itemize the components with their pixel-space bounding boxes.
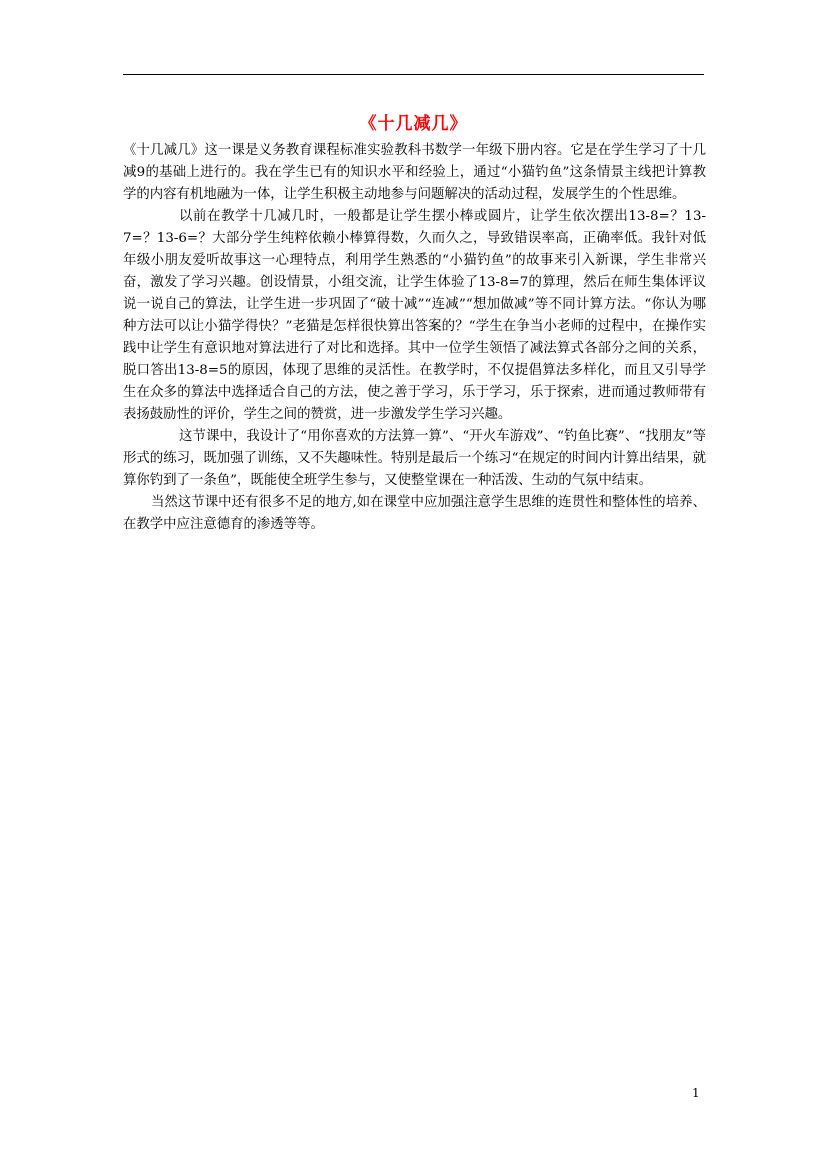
paragraph-teaching-process: 以前在教学十几减几时，一般都是让学生摆小棒或圆片，让学生依次摆出13-8=？13-7=？13-6=？大部分学生纯粹依赖小棒算得数，久而久之，导致错误率高，正确率低。我针对低年级小朋友爱听故事这一心理特点，利用学生熟悉的“小猫钓鱼”的故事来引入新课，学生非常兴奋，激发了学习兴趣。创设情景，小组交流，让学生体验了13-8=7的算理，然后在师生集体评议说一说自己的算法，让学生进一步巩固了“破十减”“连减”“想加做减”等不同计算方法。“你认为哪种方法可以让小猫学得快？”老猫是怎样很快算出答案的？“学生在争当小老师的过程中，在操作实践中让学生有意识地对算法进行了对比和选择。其中一位学生领悟了减法算式各部分之间的关系，脱口答出13-8=5的原因，体现了思维的灵活性。在教学时，不仅提倡算法多样化，而且又引导学生在众多的算法中选择适合自己的方法，使之善于学习，乐于学习，乐于探索，进而通过教师带有表扬鼓励性的评价，学生之间的赞赏，进一步激发学生学习兴趣。 xyxy=(123,209,706,422)
page-number: 1 xyxy=(692,1086,700,1100)
paragraph-practice-design: 这节课中，我设计了“用你喜欢的方法算一算”、“开火车游戏”、“钓鱼比赛”、“找朋友”等形式的练习，既加强了训练，又不失趣味性。特别是最后一个练习“在规定的时间内计算出结果，就算你钓到了一条鱼”，既能使全班学生参与，又使整堂课在一种活泼、生动的气氛中结束。 xyxy=(123,429,706,488)
paragraph-intro: 《十几减几》这一课是义务教育课程标准实验教科书数学一年级下册内容。它是在学生学习了十几减9的基础上进行的。我在学生已有的知识水平和经验上，通过“小猫钓鱼”这条情景主线把计算教学的内容有机地融为一体，让学生积极主动地参与问题解决的活动过程，发展学生的个性思维。 xyxy=(123,143,706,202)
document-title: 《十几减几》 xyxy=(359,114,468,134)
paragraph-shortcomings: 当然这节课中还有很多不足的地方,如在课堂中应加强注意学生思维的连贯性和整体性的培养、在教学中应注意德育的渗透等等。 xyxy=(123,495,706,532)
document-body xyxy=(123,140,706,536)
header-rule xyxy=(123,74,704,75)
